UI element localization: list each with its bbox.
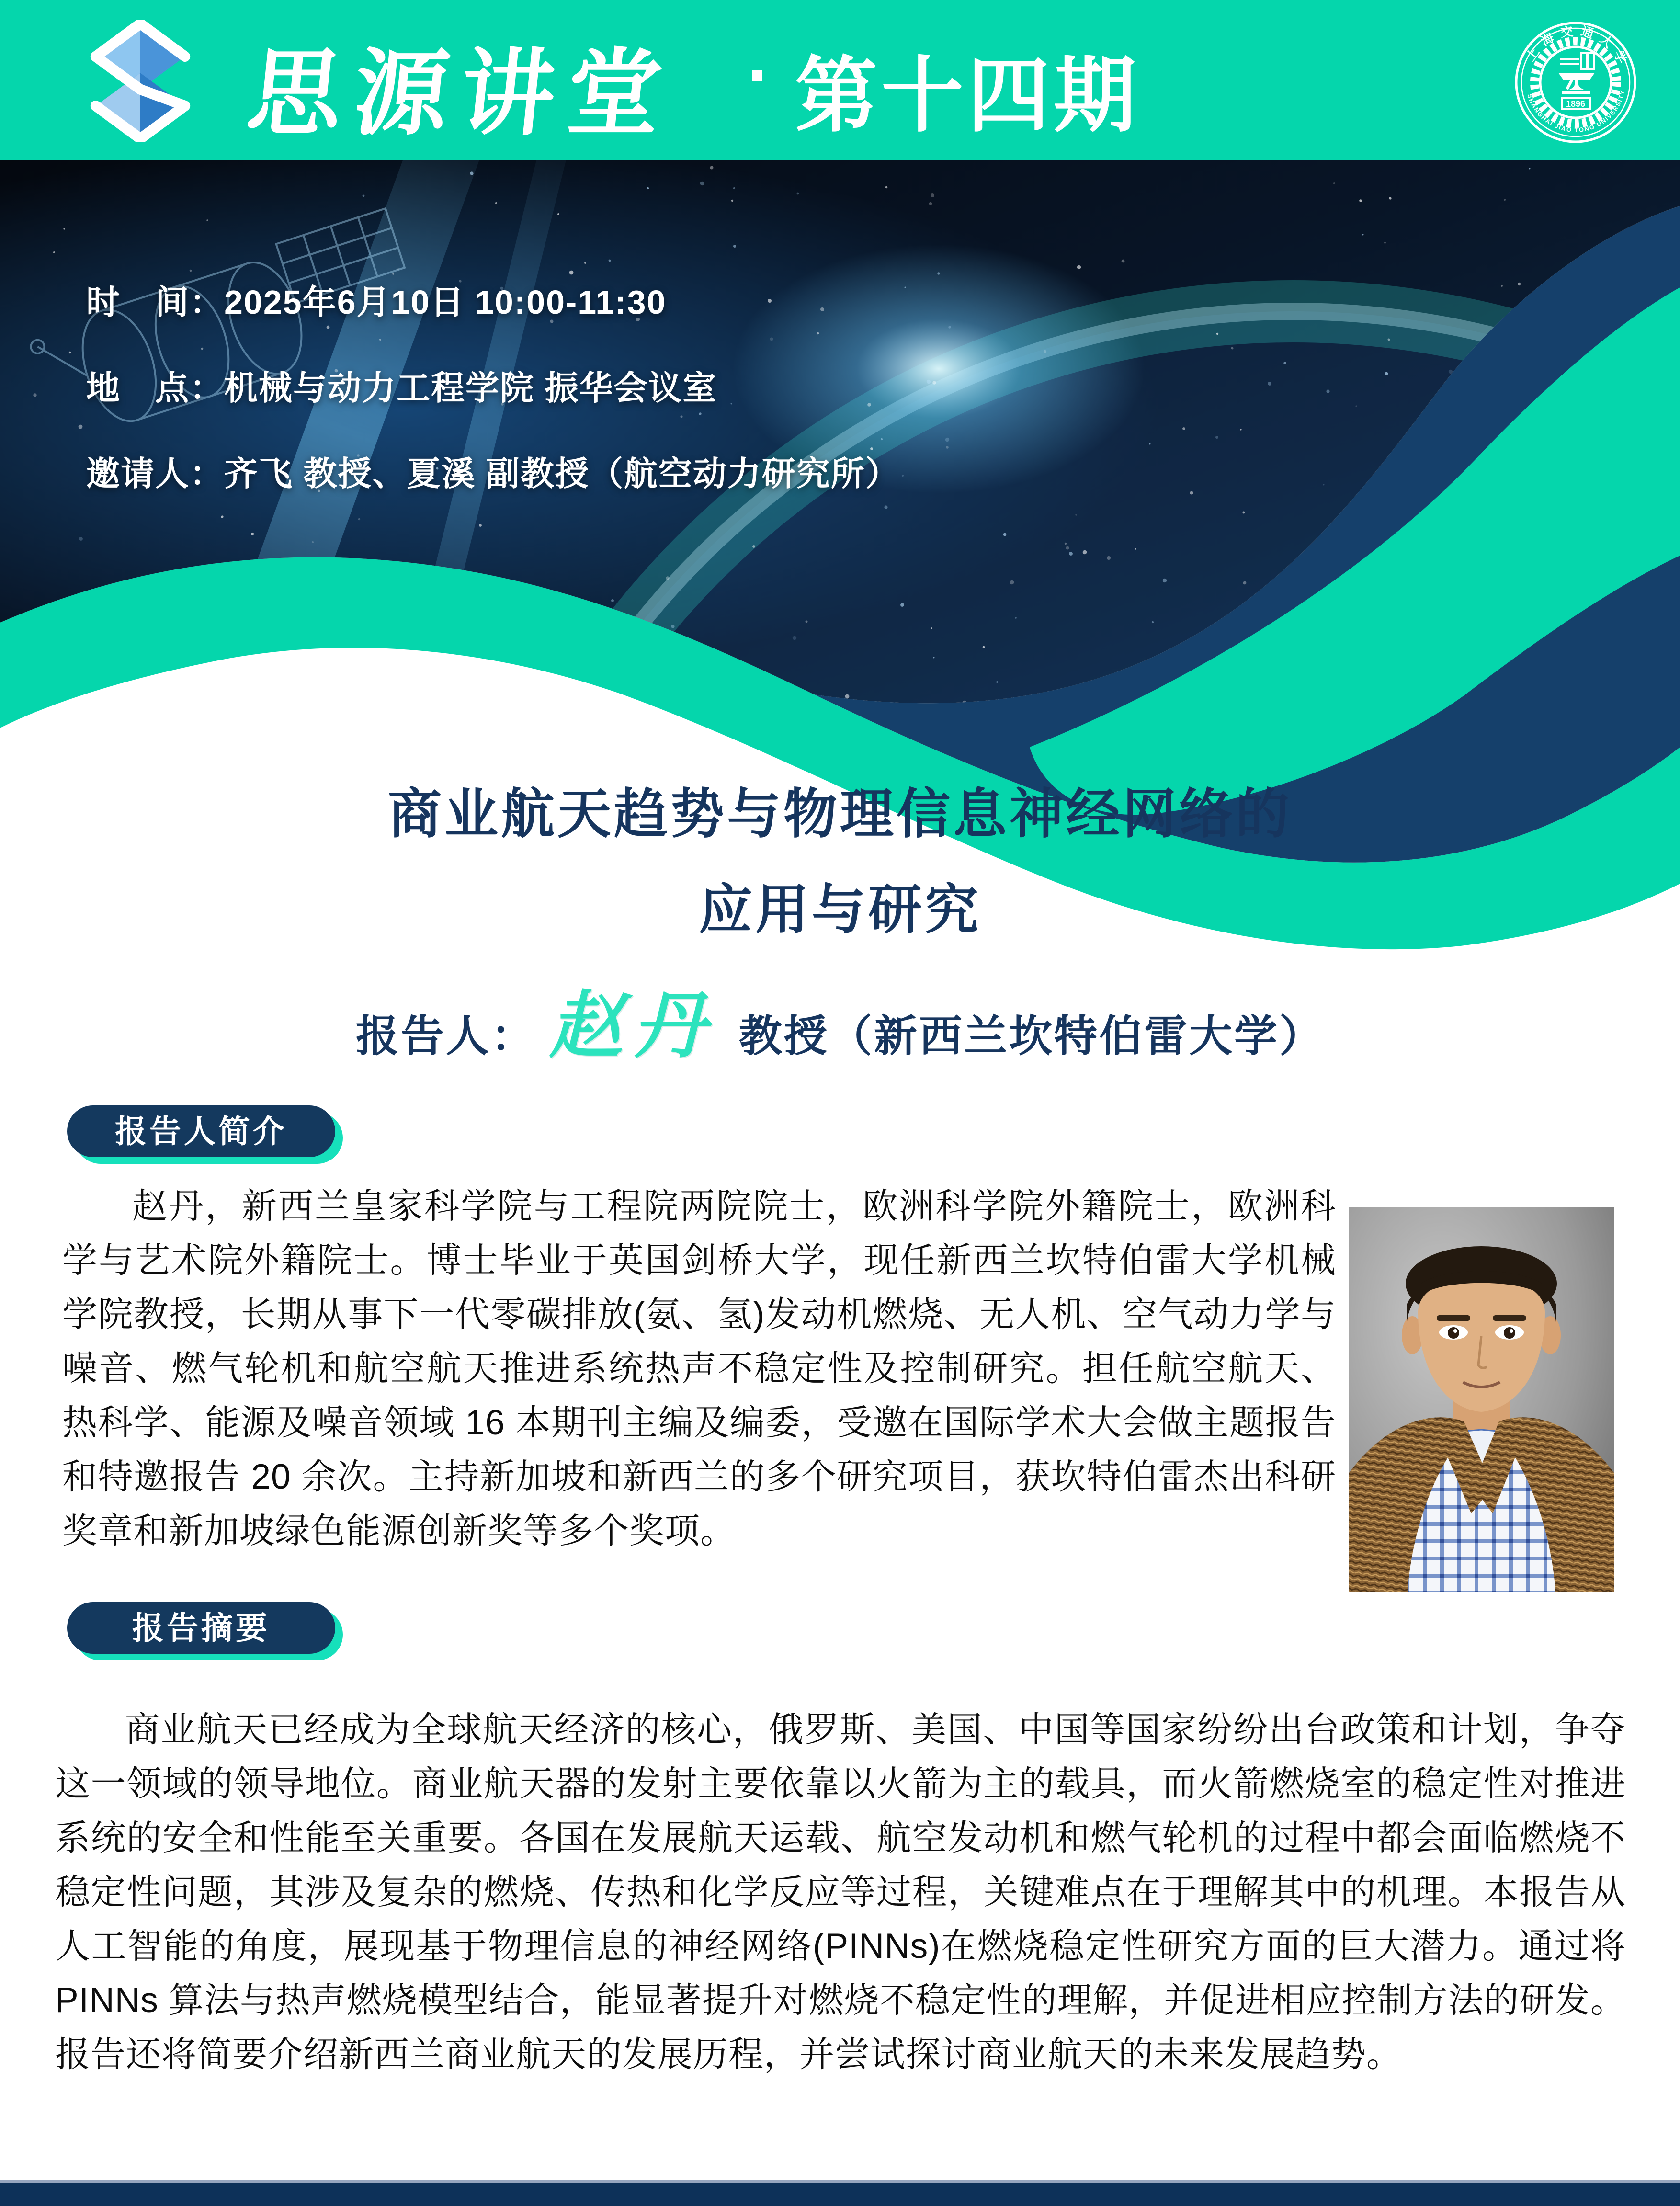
banner-inviter-line: 邀请人：齐飞 教授、夏溪 副教授（航空动力研究所） — [86, 455, 900, 492]
banner-time-line: 时 间：2025年6月10日 10:00-11:30 — [86, 284, 667, 321]
footer-bar — [0, 2180, 1680, 2206]
banner-info — [86, 275, 900, 533]
header-bar — [0, 0, 1680, 160]
lecture-title — [0, 766, 1680, 958]
seal-books-icon — [1560, 53, 1594, 69]
seal-anvil-icon — [1558, 73, 1595, 94]
siyuan-logo — [80, 20, 200, 142]
speaker-photo — [1349, 1207, 1614, 1592]
series-title: 思源讲堂 — [242, 41, 679, 146]
speaker-affiliation: 教授（新西兰坎特伯雷大学） — [739, 1012, 1324, 1060]
university-seal — [1512, 19, 1639, 146]
abstract-paragraph: 商业航天已经成为全球航天经济的核心，俄罗斯、美国、中国等国家纷纷出台政策和计划，争夺这一领域的领导地位。商业航天器的发射主要依靠以火箭为主的载具，而火箭燃烧室的稳定性对推进系统的安全和性能至关重要。各国在发展航天运载、航空发动机和燃气轮机的过程中都会面临燃烧不稳定性问题，其涉及复杂的燃烧、传热和化学反应等过程，关键难点在于理解其中的机理。本报告从人工智能的角度，展现基于物理信息的神经网络(PINNs)在燃烧稳定性研究方面的巨大潜力。通过将 PINNs 算法与热声燃烧模型结合，能显著提升对燃烧不稳定性的理解，并促进相应控制方法的研发。报告还将简要介绍新西兰商业航天的发展历程，并尝试探讨商业航天的未来发展趋势。 — [55, 1710, 1626, 2074]
series-issue: 第十四期 — [795, 50, 1140, 142]
series-dot: · — [747, 34, 771, 115]
bio-paragraph: 赵丹，新西兰皇家科学院与工程院两院院士，欧洲科学院外籍院士，欧洲科学与艺术院外籍院士。博士毕业于英国剑桥大学，现任新西兰坎特伯雷大学机械学院教授，长期从事下一代零碳排放(氨、氢)发动机燃烧、无人机、空气动力学与噪音、燃气轮机和航空航天推进系统热声不稳定性及控制研究。担任航空航天、热科学、能源及噪音领域 16 本期刊主编及编委，受邀在国际学术大会做主题报告和特邀报告 20 余次。主持新加坡和新西兰的多个研究项目，获坎特伯雷杰出科研奖章和新加坡绿色能源创新奖等多个奖项。 — [62, 1187, 1336, 1550]
svg-text:SHANGHAI JIAO TONG UNIVERSITY — [1526, 89, 1626, 134]
seal-en-text: SHANGHAI JIAO TONG UNIVERSITY — [1526, 89, 1626, 134]
seal-year: 1896 — [1566, 99, 1586, 109]
speaker-label: 报告人： — [356, 1012, 536, 1060]
speaker-portrait-illustration — [1349, 1207, 1614, 1592]
speaker-row — [0, 967, 1680, 1072]
speaker-name: 赵丹 — [549, 985, 716, 1067]
siyuan-s-logo-icon — [80, 20, 200, 142]
sjtu-seal-icon — [1512, 19, 1639, 146]
lecture-title-line1: 商业航天趋势与物理信息神经网络的 — [388, 784, 1292, 844]
bio-section-badge: 报告人简介 — [67, 1105, 335, 1157]
abstract-section-badge: 报告摘要 — [67, 1602, 335, 1654]
banner-location-line: 地 点：机械与动力工程学院 振华会议室 — [86, 369, 717, 407]
seal-cn-text: 上海交通大学 — [1523, 23, 1633, 72]
lecture-title-line2: 应用与研究 — [699, 880, 981, 940]
